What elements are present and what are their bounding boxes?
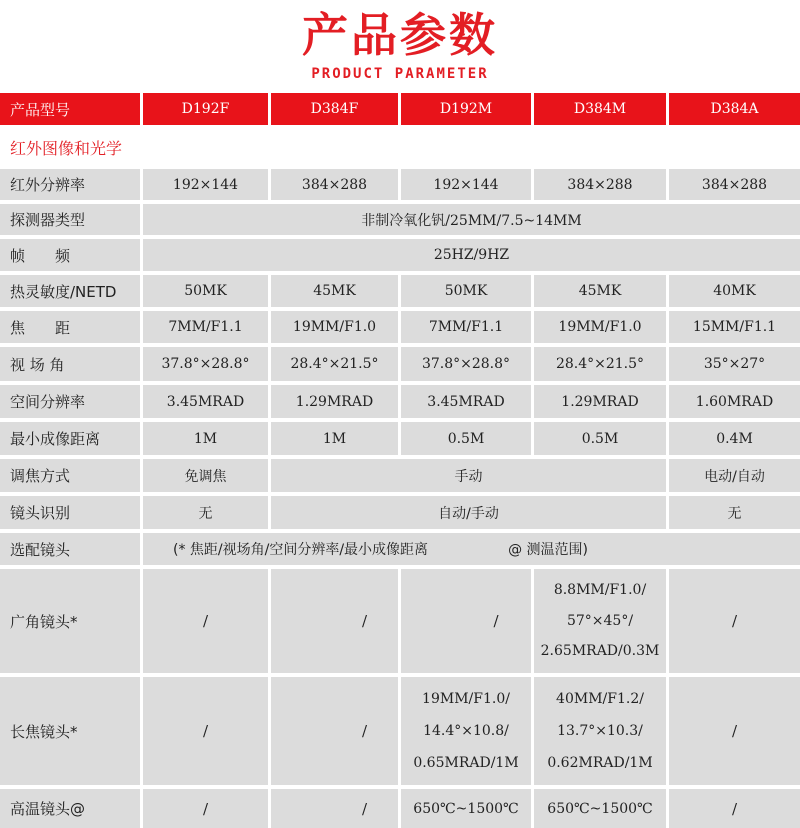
table-row [0,459,800,492]
table-cell: 650℃~1500℃ [401,789,531,828]
table-cell: 192×144 [401,169,531,200]
lens-spec-line: 13.7°×10.3/ [557,722,643,739]
table-cell: 1.60MRAD [669,385,800,418]
table-cell: 50MK [401,275,531,307]
table-cell [143,533,800,565]
table-cell: / [669,569,800,673]
table-cell: 7MM/F1.1 [143,311,268,343]
table-cell: 3.45MRAD [401,385,531,418]
header-col: D384M [534,93,666,125]
table-cell [534,677,666,785]
row-label: 选配镜头 [0,533,140,565]
page-subtitle: PRODUCT PARAMETER [311,66,489,82]
table-cell: 自动/手动 [271,496,666,529]
table-cell: 37.8°×28.8° [143,347,268,381]
table-row [0,204,800,235]
table-cell: / [271,677,398,785]
row-label: 最小成像距离 [0,422,140,455]
row-label: 探测器类型 [0,204,140,235]
table-cell: 25HZ/9HZ [143,239,800,271]
row-label: 帧 频 [0,239,140,271]
page-header [0,0,800,92]
table-row [0,496,800,529]
lens-note-temp: @ 测温范围) [508,542,588,558]
table-cell: 19MM/F1.0 [271,311,398,343]
row-label: 热灵敏度/NETD [0,275,140,307]
lens-note: (* 焦距/视场角/空间分辨率/最小成像距离 [173,542,429,558]
table-cell: 650℃~1500℃ [534,789,666,828]
table-cell: 28.4°×21.5° [271,347,398,381]
table-cell: / [143,677,268,785]
table-cell: / [669,677,800,785]
table-cell: 0.5M [534,422,666,455]
table-cell: 19MM/F1.0 [534,311,666,343]
table-cell: 无 [143,496,268,529]
table-row [0,275,800,307]
lens-spec-line: 8.8MM/F1.0/ [553,581,647,598]
table-row [0,385,800,418]
lens-spec-line: 19MM/F1.0/ [422,690,510,707]
section-row [0,128,800,166]
table-cell: 50MK [143,275,268,307]
table-cell: 384×288 [534,169,666,200]
table-cell: 28.4°×21.5° [534,347,666,381]
table-cell: 37.8°×28.8° [401,347,531,381]
table-row [0,677,800,785]
header-col: D384A [669,93,800,125]
table-cell: 无 [669,496,800,529]
table-cell: / [271,569,398,673]
header-model: 产品型号 [0,93,140,125]
table-cell: 1M [143,422,268,455]
table-cell: 384×288 [669,169,800,200]
lens-spec-line: 0.65MRAD/1M [413,754,519,771]
table-row [0,239,800,271]
row-label: 空间分辨率 [0,385,140,418]
table-row [0,169,800,200]
lens-spec-line: 57°×45°/ [566,612,634,629]
row-label: 镜头识别 [0,496,140,529]
table-cell: 1M [271,422,398,455]
table-row [0,422,800,455]
table-cell: 免调焦 [143,459,268,492]
table-header-row [0,93,800,125]
table-cell: 0.4M [669,422,800,455]
table-row [0,533,800,565]
table-row [0,569,800,673]
table-cell [534,569,666,673]
table-cell: 7MM/F1.1 [401,311,531,343]
row-label: 高温镜头@ [0,789,140,828]
lens-spec-line: 40MM/F1.2/ [556,690,644,707]
header-col: D192F [143,93,268,125]
table-cell: 电动/自动 [669,459,800,492]
table-cell: / [143,569,268,673]
table-cell: 45MK [534,275,666,307]
lens-spec-line: 0.62MRAD/1M [547,754,653,771]
row-label: 调焦方式 [0,459,140,492]
table-cell: / [669,789,800,828]
table-cell: 3.45MRAD [143,385,268,418]
row-label: 焦 距 [0,311,140,343]
row-label: 广角镜头* [0,569,140,673]
table-row [0,347,800,381]
row-label: 长焦镜头* [0,677,140,785]
table-cell: 非制冷氧化钒/25MM/7.5~14MM [143,204,800,235]
row-label: 红外分辨率 [0,169,140,200]
header-col: D384F [271,93,398,125]
table-cell: 40MK [669,275,800,307]
row-label: 视 场 角 [0,347,140,381]
lens-spec-line: 14.4°×10.8/ [423,722,509,739]
page-title: 产品参数 [302,8,498,62]
table-cell: 384×288 [271,169,398,200]
table-row [0,311,800,343]
table-cell: / [143,789,268,828]
table-cell: / [401,569,531,673]
table-cell [401,677,531,785]
table-cell: 15MM/F1.1 [669,311,800,343]
table-cell: 45MK [271,275,398,307]
section-title: 红外图像和光学 [0,128,800,166]
table-cell: / [271,789,398,828]
header-col: D192M [401,93,531,125]
lens-spec-line: 2.65MRAD/0.3M [540,643,660,660]
table-cell: 手动 [271,459,666,492]
table-cell: 35°×27° [669,347,800,381]
table-cell: 1.29MRAD [534,385,666,418]
table-cell: 1.29MRAD [271,385,398,418]
table-cell: 192×144 [143,169,268,200]
table-cell: 0.5M [401,422,531,455]
table-row [0,789,800,828]
